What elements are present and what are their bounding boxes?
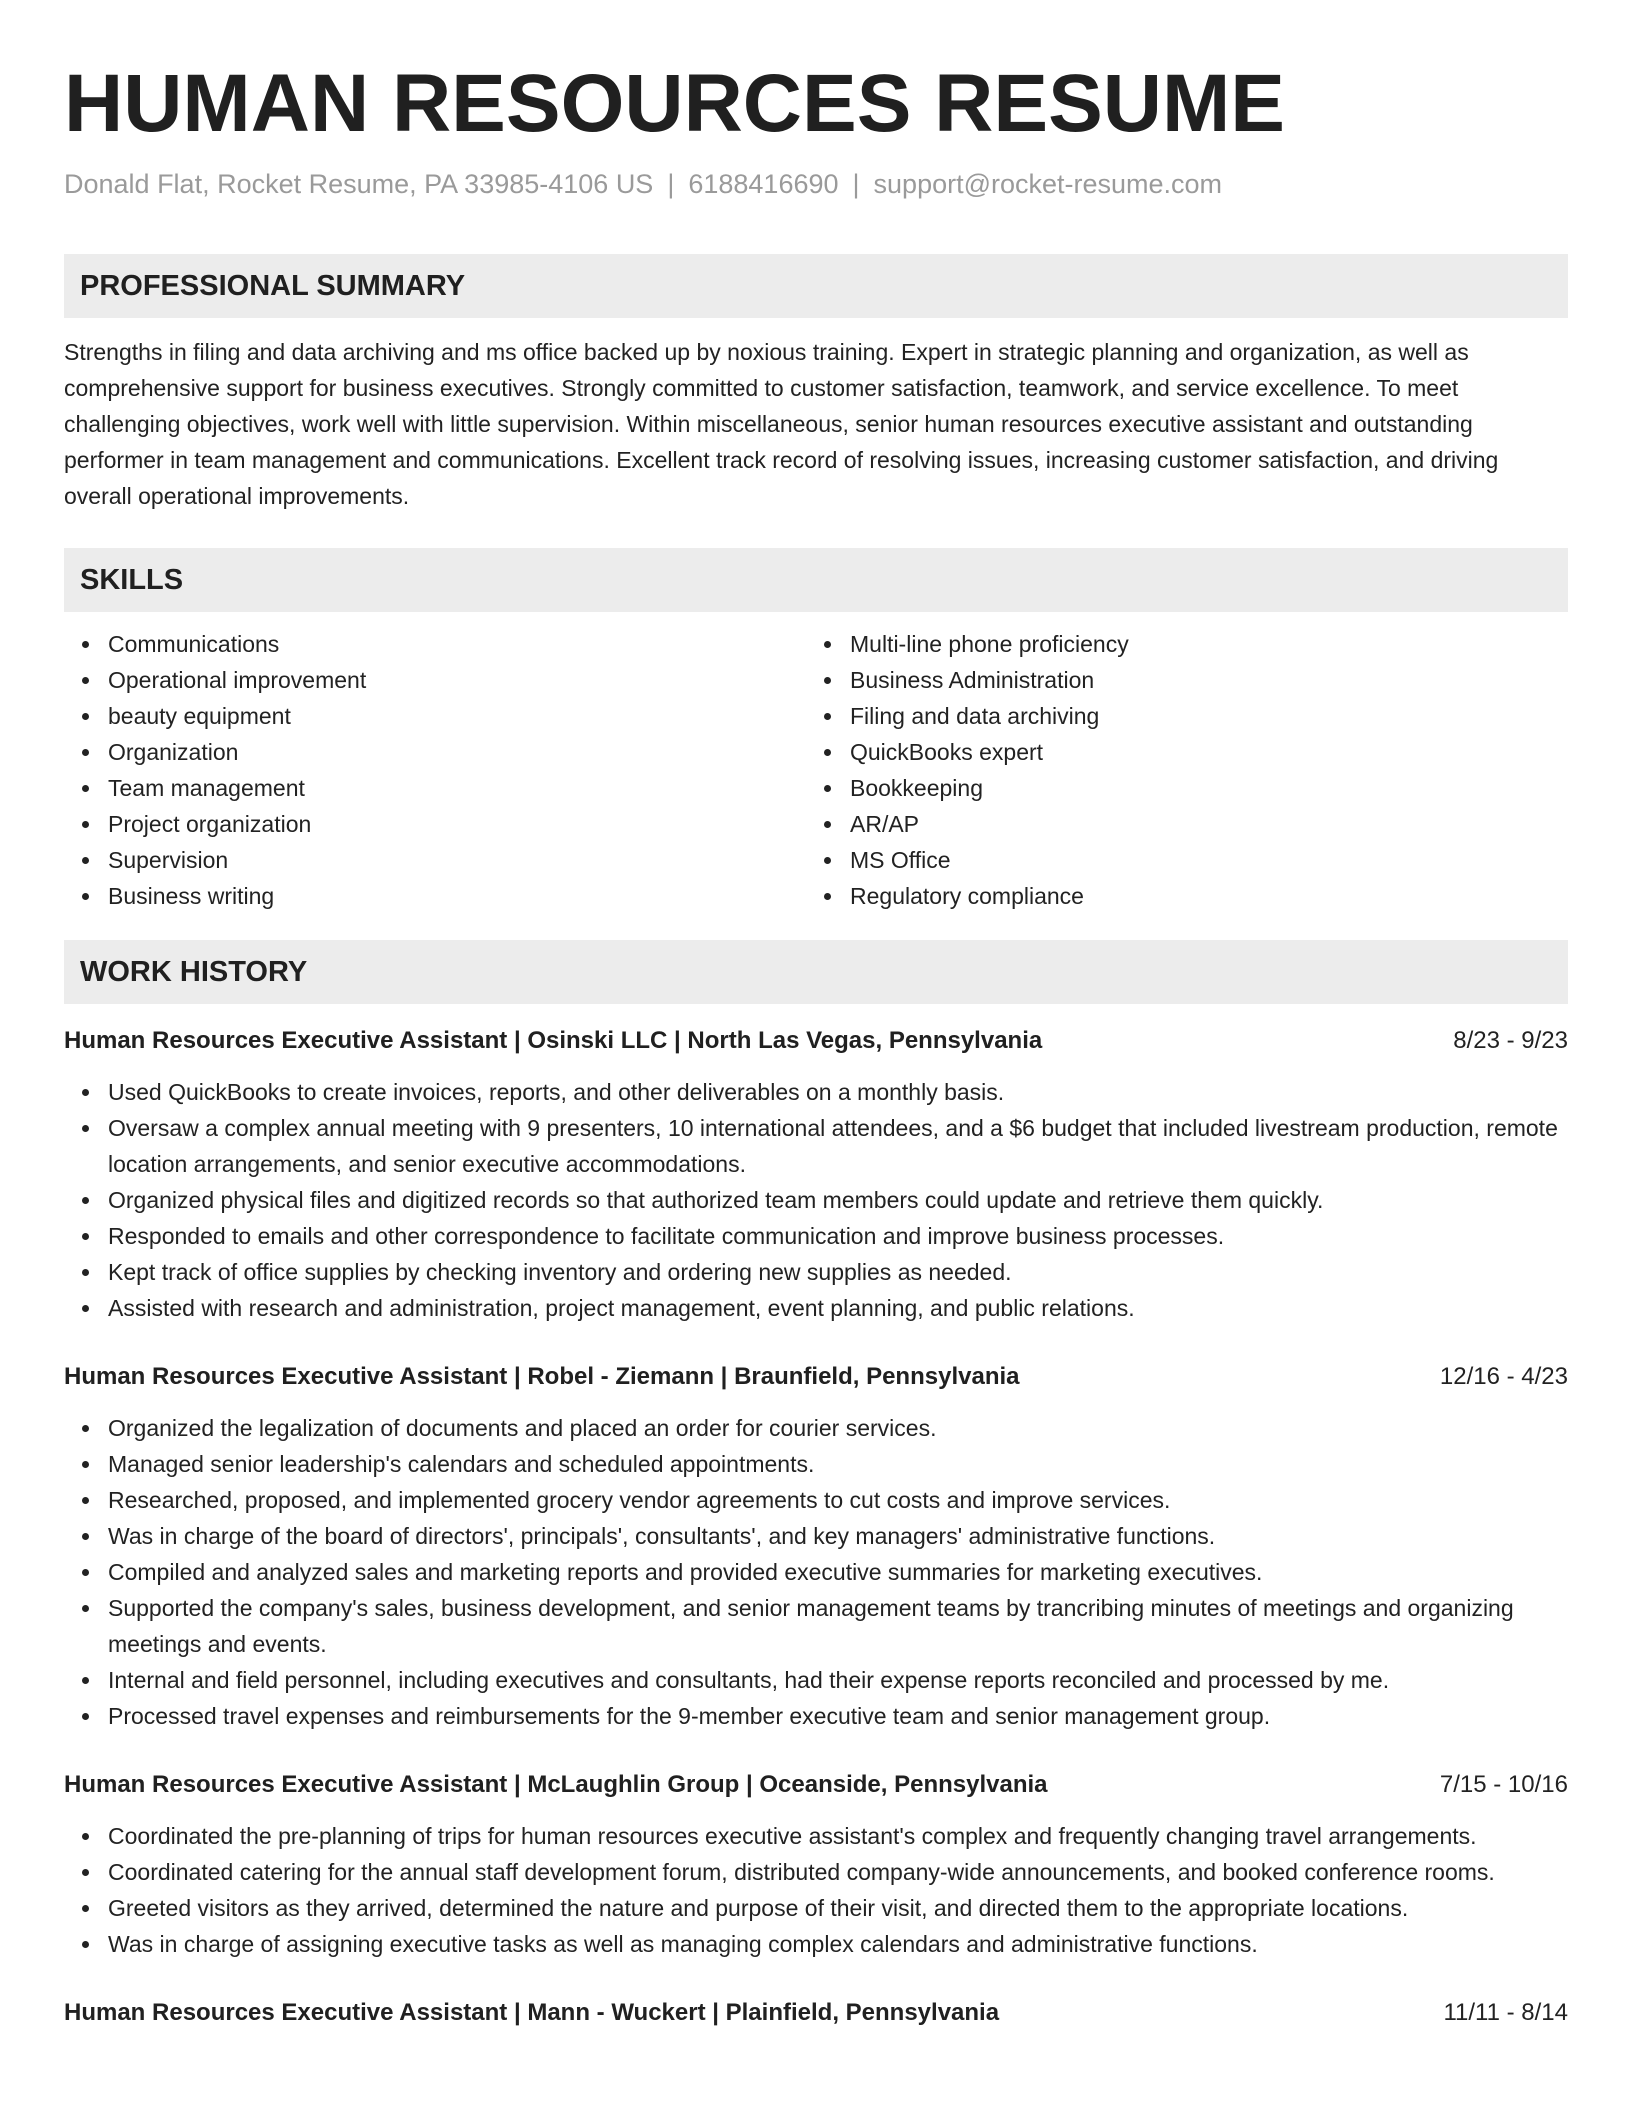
skill-item: Project organization: [108, 806, 806, 842]
section-header-work-history: WORK HISTORY: [64, 940, 1568, 1004]
job-title: Human Resources Executive Assistant | Mann - Wuckert | Plainfield, Pennsylvania: [64, 1999, 1000, 2026]
job-header: [64, 1024, 1568, 1058]
job-entry-mann-wuckert: [64, 1996, 1568, 2030]
job-dates: 12/16 - 4/23: [1439, 1363, 1568, 1390]
skill-item: AR/AP: [850, 806, 1548, 842]
job-dates: 7/15 - 10/16: [1439, 1771, 1568, 1798]
job-entry-osinski: [64, 1024, 1568, 1326]
job-bullet: Supported the company's sales, business development, and senior management teams by trancribing minutes of meetings and organizing meetings and events.: [108, 1590, 1568, 1662]
job-bullet-list: [64, 1074, 1568, 1326]
job-header: [64, 1996, 1568, 2030]
resume-page: [64, 0, 1568, 2030]
skills-list-left: [64, 626, 806, 914]
skill-item: Business writing: [108, 878, 806, 914]
skill-item: Supervision: [108, 842, 806, 878]
job-title: Human Resources Executive Assistant | McLaughlin Group | Oceanside, Pennsylvania: [64, 1771, 1048, 1798]
contact-separator: |: [667, 169, 675, 199]
job-bullet: Researched, proposed, and implemented grocery vendor agreements to cut costs and improve services.: [108, 1482, 1568, 1518]
contact-separator: |: [852, 169, 860, 199]
skill-item: Operational improvement: [108, 662, 806, 698]
job-bullet: Used QuickBooks to create invoices, reports, and other deliverables on a monthly basis.: [108, 1074, 1568, 1110]
skill-item: Bookkeeping: [850, 770, 1548, 806]
job-dates: 8/23 - 9/23: [1453, 1027, 1568, 1054]
job-bullet: Organized physical files and digitized records so that authorized team members could update and retrieve them quickly.: [108, 1182, 1568, 1218]
skill-item: Multi-line phone proficiency: [850, 626, 1548, 662]
section-header-skills: SKILLS: [64, 548, 1568, 612]
skill-item: MS Office: [850, 842, 1548, 878]
job-bullet: Was in charge of the board of directors', principals', consultants', and key managers' administrative functions.: [108, 1518, 1568, 1554]
job-bullet: Processed travel expenses and reimbursements for the 9-member executive team and senior management group.: [108, 1698, 1568, 1734]
job-bullet-list: [64, 1410, 1568, 1734]
skills-list-right: [806, 626, 1548, 914]
job-entry-mclaughlin-group: [64, 1768, 1568, 1962]
job-bullet: Assisted with research and administration, project management, event planning, and public relations.: [108, 1290, 1568, 1326]
skill-item: Organization: [108, 734, 806, 770]
contact-phone: 6188416690: [688, 169, 839, 199]
job-header: [64, 1360, 1568, 1394]
job-title: Human Resources Executive Assistant | Osinski LLC | North Las Vegas, Pennsylvania: [64, 1027, 1043, 1054]
skill-item: beauty equipment: [108, 698, 806, 734]
professional-summary-text: Strengths in filing and data archiving and ms office backed up by noxious training. Expert in strategic planning and organization, as well as comprehensive support for business executives. Strongly committed to customer satisfaction, teamwork, and service excellence. To meet challenging objectives, work well with little supervision. Within miscellaneous, senior human resources executive assistant and outstanding performer in team management and communications. Excellent track record of resolving issues, increasing customer satisfaction, and driving overall operational improvements.: [64, 339, 1499, 509]
contact-address: Donald Flat, Rocket Resume, PA 33985-4106 US: [64, 169, 654, 199]
skill-item: Communications: [108, 626, 806, 662]
job-dates: 11/11 - 8/14: [1443, 1999, 1568, 2026]
job-title: Human Resources Executive Assistant | Robel - Ziemann | Braunfield, Pennsylvania: [64, 1363, 1020, 1390]
resume-title: HUMAN RESOURCES RESUME: [64, 58, 1285, 149]
job-bullet: Greeted visitors as they arrived, determined the nature and purpose of their visit, and directed them to the appropriate locations.: [108, 1890, 1568, 1926]
job-bullet: Compiled and analyzed sales and marketing reports and provided executive summaries for marketing executives.: [108, 1554, 1568, 1590]
skills-grid: [64, 626, 1568, 914]
job-bullet: Managed senior leadership's calendars and scheduled appointments.: [108, 1446, 1568, 1482]
skill-item: Filing and data archiving: [850, 698, 1548, 734]
job-entry-robel-ziemann: [64, 1360, 1568, 1734]
skill-item: Team management: [108, 770, 806, 806]
contact-email: support@rocket-resume.com: [873, 169, 1223, 199]
skill-item: Business Administration: [850, 662, 1548, 698]
job-bullet: Was in charge of assigning executive tasks as well as managing complex calendars and administrative functions.: [108, 1926, 1568, 1962]
job-header: [64, 1768, 1568, 1802]
job-bullet-list: [64, 1818, 1568, 1962]
job-bullet: Kept track of office supplies by checking inventory and ordering new supplies as needed.: [108, 1254, 1568, 1290]
section-header-professional-summary: PROFESSIONAL SUMMARY: [64, 254, 1568, 318]
job-bullet: Coordinated the pre-planning of trips for human resources executive assistant's complex and frequently changing travel arrangements.: [108, 1818, 1568, 1854]
skill-item: QuickBooks expert: [850, 734, 1548, 770]
job-bullet: Internal and field personnel, including executives and consultants, had their expense reports reconciled and processed by me.: [108, 1662, 1568, 1698]
contact-line: [64, 166, 1568, 202]
skill-item: Regulatory compliance: [850, 878, 1548, 914]
job-bullet: Oversaw a complex annual meeting with 9 presenters, 10 international attendees, and a $6 budget that included livestream production, remote location arrangements, and senior executive accommodations.: [108, 1110, 1568, 1182]
job-bullet: Organized the legalization of documents and placed an order for courier services.: [108, 1410, 1568, 1446]
job-bullet: Responded to emails and other correspondence to facilitate communication and improve business processes.: [108, 1218, 1568, 1254]
job-bullet: Coordinated catering for the annual staff development forum, distributed company-wide announcements, and booked conference rooms.: [108, 1854, 1568, 1890]
